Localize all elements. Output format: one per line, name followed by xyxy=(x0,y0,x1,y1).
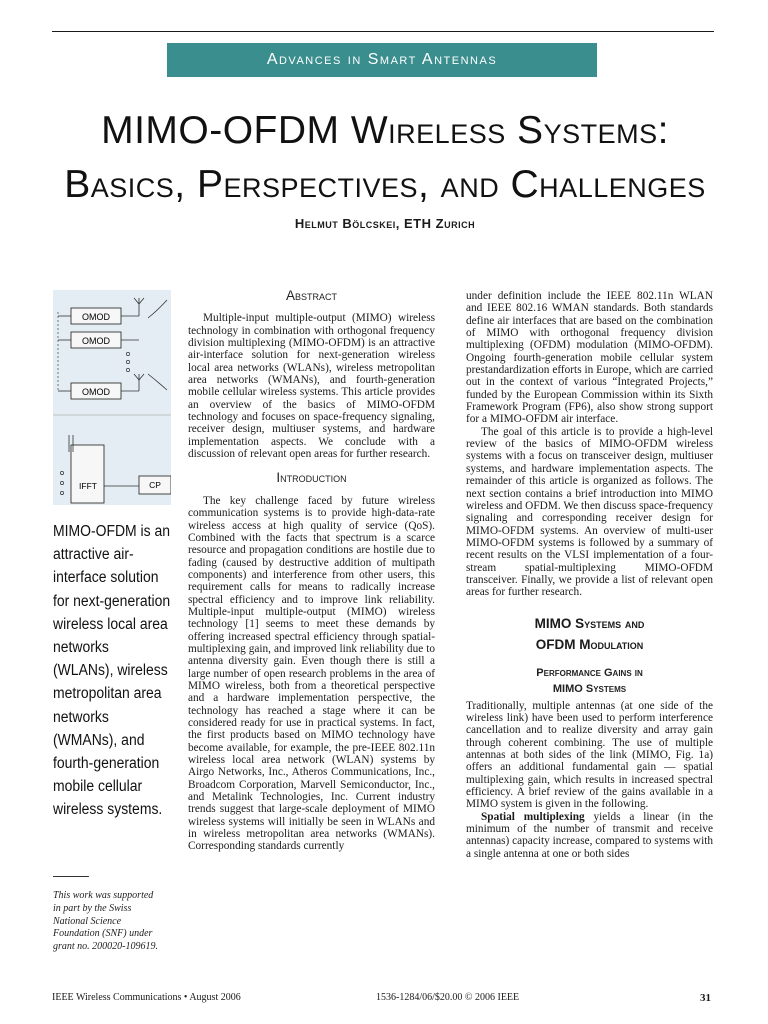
figure-label-omod-2: OMOD xyxy=(82,336,110,346)
text-column-2 xyxy=(466,290,713,860)
page-number: 31 xyxy=(700,992,711,1004)
figure-label-ifft: IFFT xyxy=(79,481,97,491)
article-title xyxy=(40,104,730,212)
spatial-multiplexing-term: Spatial multiplexing xyxy=(481,810,585,823)
footer-journal: IEEE Wireless Communications • August 2006 xyxy=(52,992,241,1003)
top-rule xyxy=(52,31,714,32)
subsection-heading-line-1: Performance Gains in xyxy=(536,666,643,679)
section-heading-line-2: OFDM Modulation xyxy=(535,636,644,652)
figure-label-cp: CP xyxy=(149,480,161,490)
introduction-paragraph: The key challenge faced by future wireless communication systems is to provide high-data-rate wireless access at high quality of service (QoS). Combined with the facts that spectrum is a scarce resource and propagation conditions are hostile due to fading (caused by destructive addition of multipath components) and interference from other users, this requirement calls for means to radically increase spectral efficiency and to improve link reliability. Multiple-input multiple-output (MIMO) wireless technology [1] seems to meet these demands by offering increased spectral efficiency through spatial-multiplexing gain, and improved link reliability due to antenna diversity gain. Even though there is still a large number of open research problems in the area of MIMO wireless, both from a theoretical perspective and a hardware implementation perspective, the technology has reached a stage where it can be considered ready for use in practical systems. In fact, the first products based on MIMO technology have become available, for example, the pre-IEEE 802.11n wireless local area network (WLAN) systems by Airgo Networks, Inc., Atheros Communications, Inc., Broadcom Corporation, Marvell Semiconductor, Inc., and Metalink Technologies, Inc. Current industry trends suggest that large-scale deployment of MIMO wireless systems will initially be seen in WLANs and in wireless metropolitan area networks (WMANs). Corresponding standards currently xyxy=(188,494,435,853)
column2-paragraph-1: under definition include the IEEE 802.11n WLAN and IEEE 802.16 WMAN standards. Both standards define air interfaces that are based on the combination of MIMO with orthogonal frequency division multiplexing (OFDM) modulation (MIMO-OFDM). Ongoing fourth-generation mobile cellular system prestandardization efforts in Europe, which are carried out in the context of various “Integrated Projects,” funded by the European Commission within its Sixth Framework Program (FP6), also show strong support for a MIMO-OFDM air interface. xyxy=(466,290,713,426)
column2-paragraph-2: The goal of this article is to provide a high-level review of the basics of MIMO-OFDM wireless systems with a focus on transceiver design, multiuser systems, and hardware implementation aspects. The remainder of this article is organized as follows. The next section contains a brief introduction into MIMO wireless and OFDM. We then discuss space-frequency signaling and corresponding receiver design for MIMO-OFDM systems. An overview of multi-user MIMO-OFDM systems is followed by a summary of recent results on the VLSI implementation of a four-stream spatial-multiplexing MIMO-OFDM transceiver. Finally, we provide a list of relevant open areas for further research. xyxy=(466,425,713,599)
block-diagram-figure xyxy=(53,290,171,505)
introduction-heading: Introduction xyxy=(276,470,347,486)
title-line-1: MIMO-OFDM Wireless Systems: xyxy=(101,109,669,152)
figure-label-omod-3: OMOD xyxy=(82,387,110,397)
abstract-paragraph: Multiple-input multiple-output (MIMO) wireless technology in combination with orthogonal frequency division multiplexing (MIMO-OFDM) is an attractive air-interface solution for next-generation wireless local area networks (WLANs), wireless metropolitan area networks (WMANs), and fourth-generation mobile cellular wireless systems. This article provides an overview of the basics of MIMO-OFDM technology and focuses on space-frequency signaling, receiver design, multiuser systems, and hardware implementation aspects. We conclude with a discussion of relevant open areas for further research. xyxy=(188,312,435,461)
column2-paragraph-4 xyxy=(466,811,713,860)
author-line: Helmut Bölcskei, ETH Zurich xyxy=(294,216,476,231)
section-banner: Advances in Smart Antennas xyxy=(167,43,597,77)
title-line-2: Basics, Perspectives, and Challenges xyxy=(64,163,706,206)
subsection-heading-line-2: MIMO Systems xyxy=(552,682,627,695)
footer-copyright: 1536-1284/06/$20.00 © 2006 IEEE xyxy=(376,992,520,1003)
column2-paragraph-3: Traditionally, multiple antennas (at one side of the wireless link) have been used to perform interference cancellation and to realize diversity and array gain through coherent combining. The use of multiple antennas at both sides of the link (MIMO, Fig. 1a) offers an additional fundamental gain — spatial multiplexing gain, which results in increased spectral efficiency. A brief review of the gains available in a MIMO system is given in the following. xyxy=(466,699,713,811)
abstract-heading: Abstract xyxy=(285,288,337,303)
figure-label-omod-1: OMOD xyxy=(82,312,110,322)
pull-quote: MIMO-OFDM is an attractive air-interface solution for next-generation wireless local area networks (WLANs), wireless metropolitan area networks (WMANs), and fourth-generation mobile cellular wireless systems. xyxy=(53,523,171,819)
text-column-1 xyxy=(188,290,435,853)
section-heading-line-1: MIMO Systems and xyxy=(534,615,645,631)
funding-footnote: This work was supported in part by the Swiss National Science Foundation (SNF) under grant no. 200020-109619. xyxy=(53,890,158,953)
footnote-rule xyxy=(53,876,89,877)
column2-paragraph-4-text: yields a linear (in the minimum of the number of transmit and receive antennas) capacity increase, compared to systems with a single antenna at one or both sides xyxy=(466,810,713,860)
